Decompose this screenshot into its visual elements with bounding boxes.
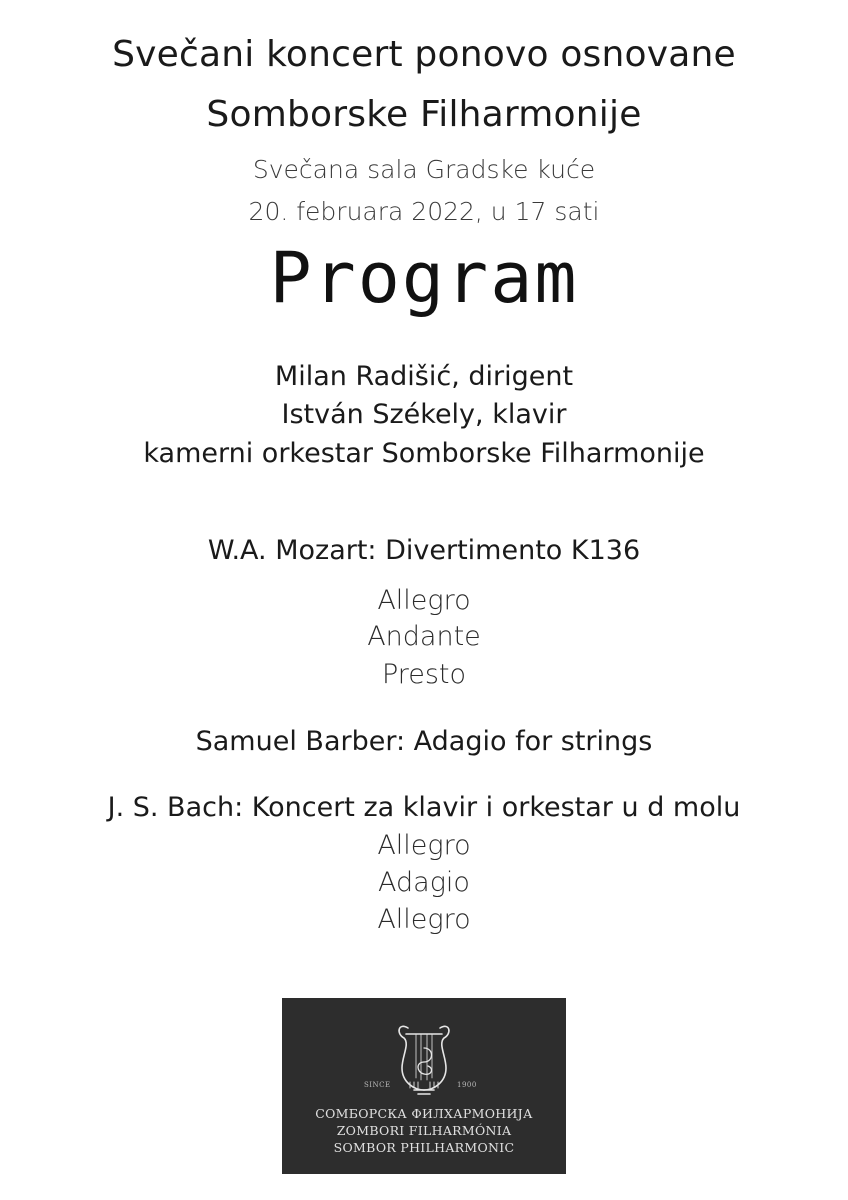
movement: Allegro [377,585,471,616]
movement: Allegro [377,904,471,935]
movement: Adagio [378,867,470,898]
movement: Presto [381,659,467,690]
logo-line-english: SOMBOR PHILHARMONIC [333,1140,515,1155]
logo-line-serbian: СОМБОРСКА ФИЛХАРМОНИЈА [315,1106,533,1121]
movement: Andante [367,621,481,652]
performer-conductor: Milan Radišić, dirigent [274,361,574,392]
piece-title: W.A. Mozart: Divertimento K136 [207,535,641,566]
performer-orchestra: kamerni orkestar Somborske Filharmonije [143,438,705,469]
since-year: 1900 [457,1081,477,1089]
concert-title-line-2: Somborske Filharmonije [206,94,642,135]
lyre-icon [282,998,566,1108]
philharmonic-logo [282,998,566,1174]
logo-line-hungarian: ZOMBORI FILHARMÓNIA [336,1123,512,1138]
piece-title: J. S. Bach: Koncert za klavir i orkestar u d molu [107,792,741,823]
piece-title: Samuel Barber: Adagio for strings [195,726,653,757]
date-time: 20. februara 2022, u 17 sati [248,197,600,226]
performer-piano: István Székely, klavir [281,399,567,430]
movement: Allegro [377,830,471,861]
since-label: SINCE [364,1081,391,1089]
concert-title-line-1: Svečani koncert ponovo osnovane [112,34,736,75]
program-heading: Program [269,237,579,319]
venue: Svečana sala Gradske kuće [252,155,596,184]
